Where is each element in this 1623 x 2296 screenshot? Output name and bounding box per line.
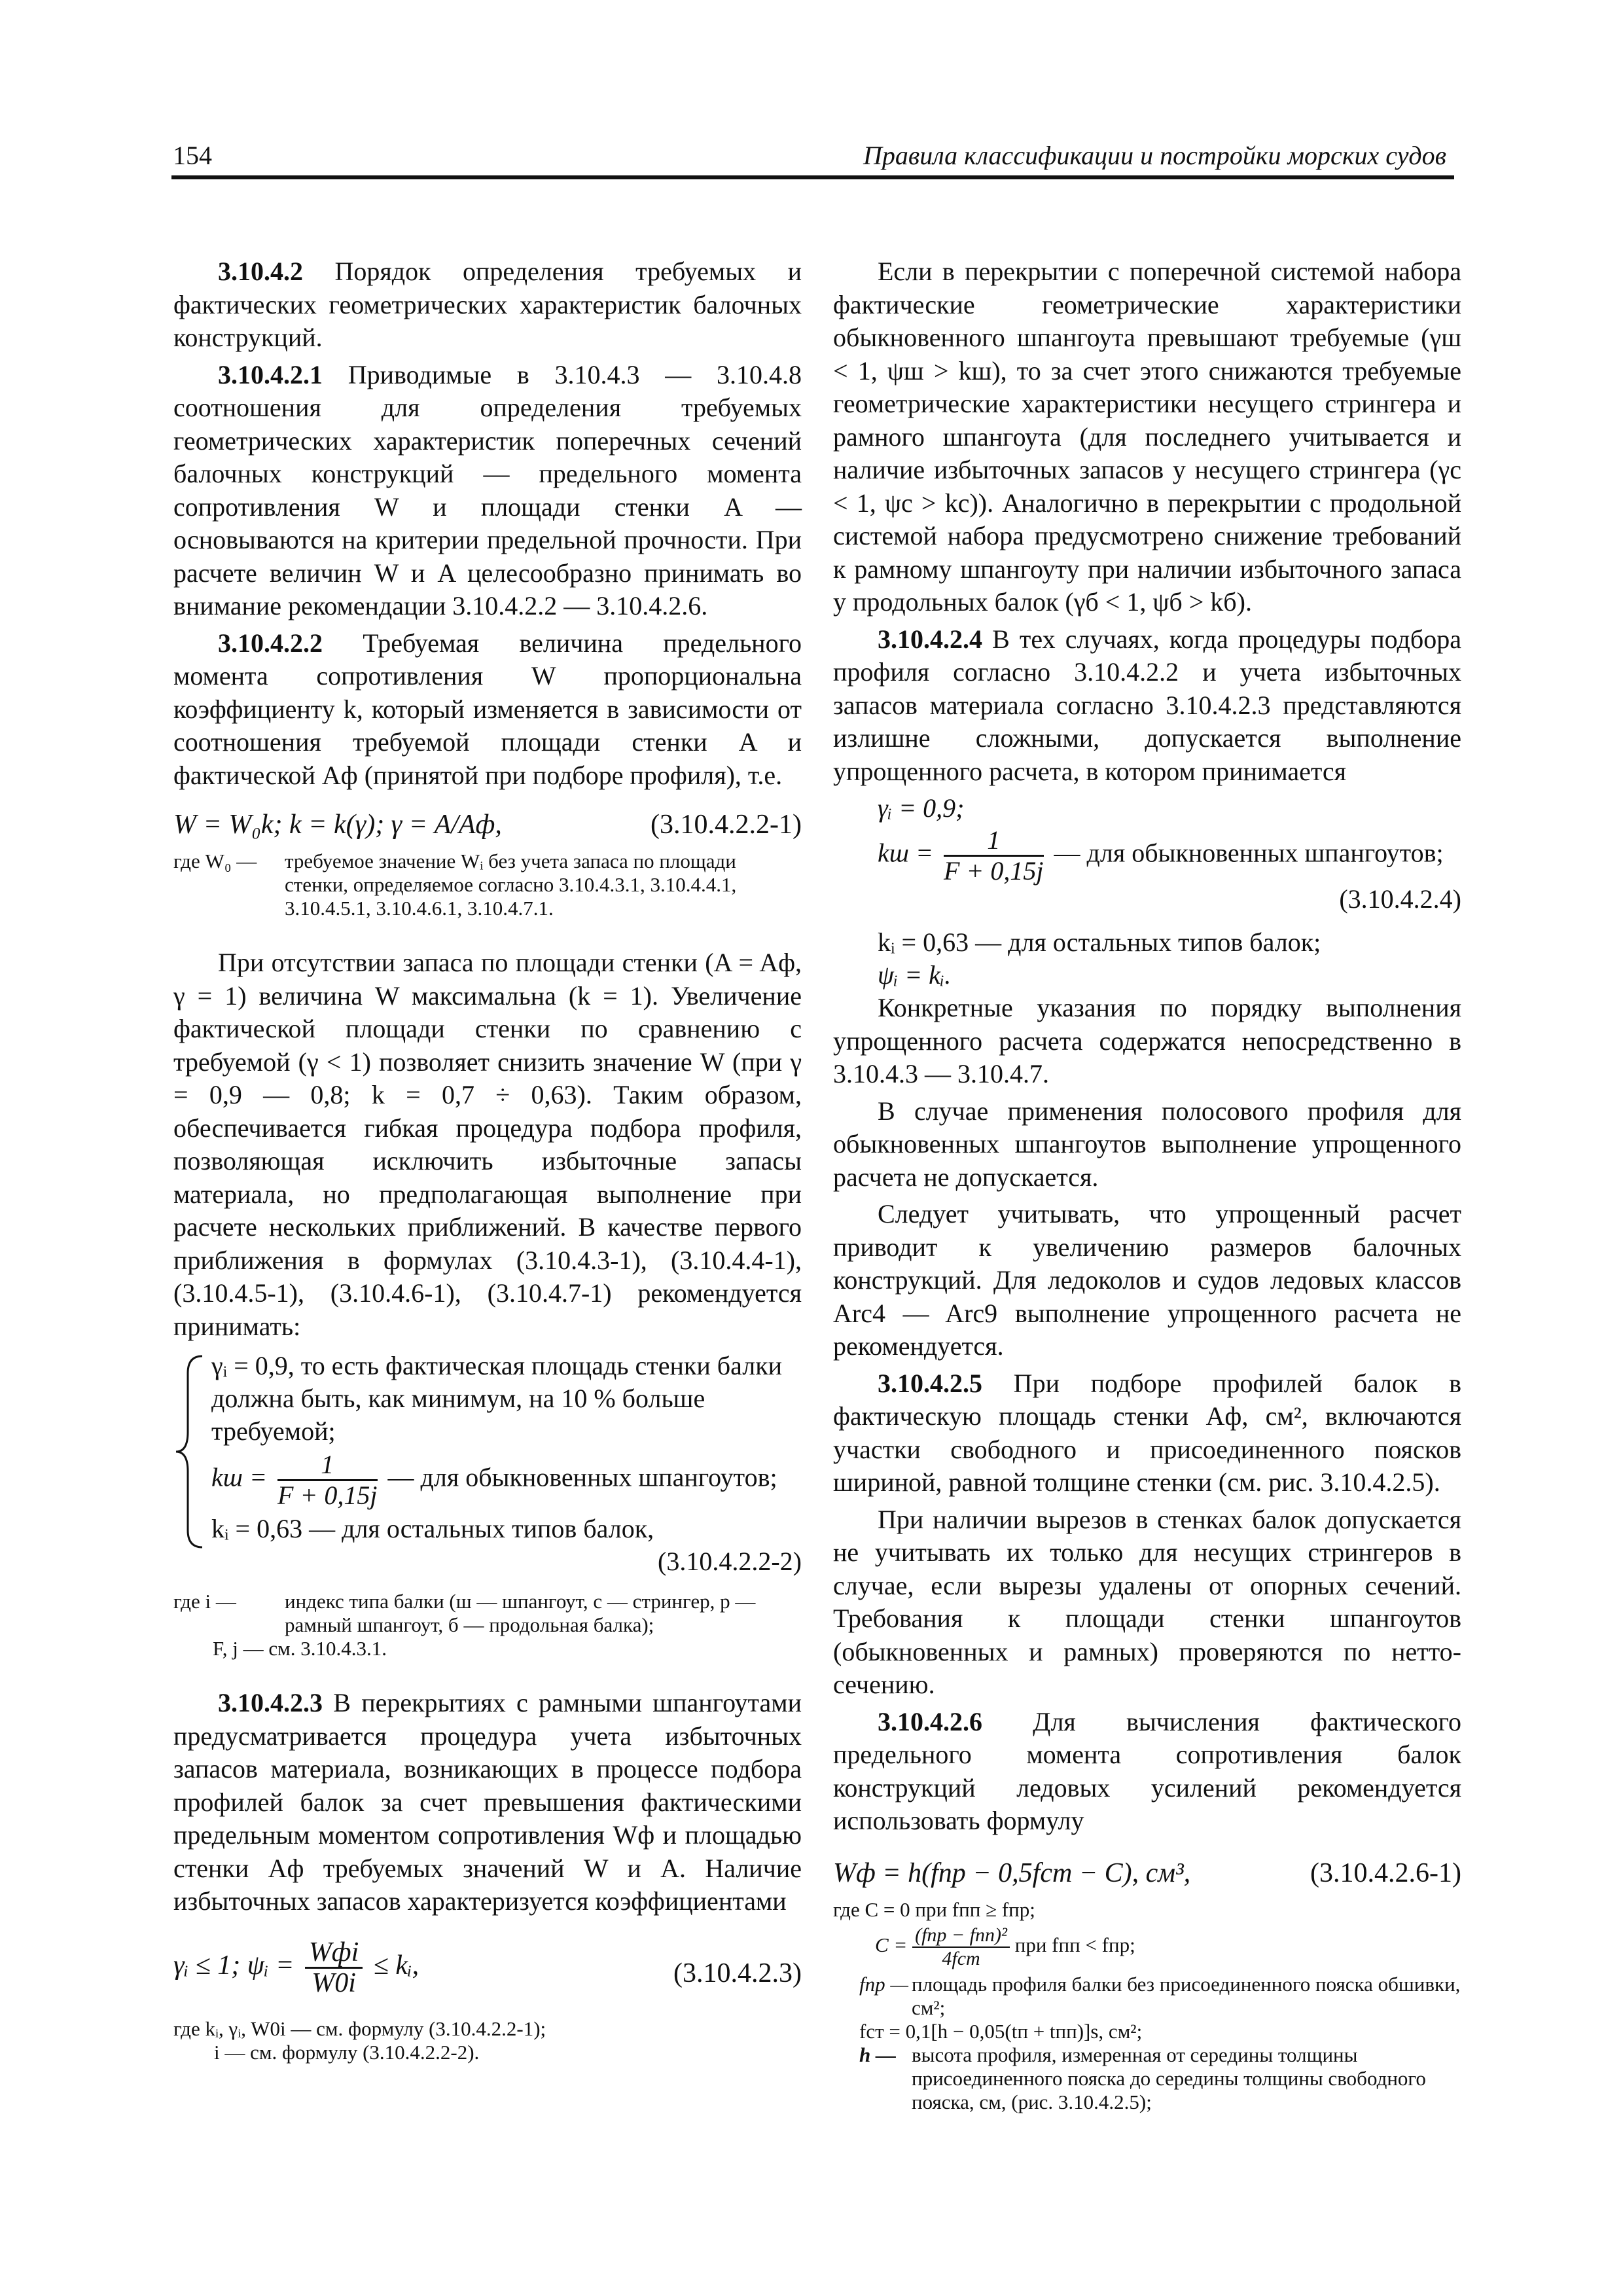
paragraph [833,992,1461,1091]
fraction-denominator: 4fст [942,1947,980,1969]
section-number: 3.10.4.2.2 [218,628,323,658]
brace-line: γᵢ = 0,9, то есть фактическая площадь стенки балки должна быть, как минимум, на 10 % больше требуемой; [211,1351,783,1446]
left-column [173,255,802,2090]
note-line: где C = 0 при fпп ≥ fпр; [833,1897,1035,1921]
paragraph-text: Для вычисления фактического предельного момента сопротивления балок конструкций ледовых усилений рекомендуется использовать формулу [833,1706,1461,1835]
paragraph-text: Приводимые в 3.10.4.3 — 3.10.4.8 соотношения для определения требуемых геометрических характеристик поперечных сечений балочных конструкций — предельного момента сопротивления W и площади стенки A — основываются на критерии предельной прочности. При расчете величин W и A целесообразно принимать во внимание рекомендации 3.10.4.2.2 — 3.10.4.2.6. [173,359,802,620]
paragraph-text: Конкретные указания по порядку выполнения упрощенного расчета содержатся непосредственно в 3.10.4.3 — 3.10.4.7. [833,993,1461,1088]
fraction [277,1450,378,1510]
paragraph-text: Если в перекрытии с поперечной системой набора фактические геометрические характеристики обыкновенного шпангоута превышают требуемые (γш < 1, ψш > kш), то за счет этого снижаются требуемые геометрические характеристики несущего стрингера и рамного шпангоута (для последнего учитывается и наличие избыточных запасов у несущего стрингера (γс < 1, ψс > kс)). Аналогично в перекрытии с продольной системой набора предусмотрено снижение требований к рамному шпангоуту при наличии избыточного запаса у продольных балок (γб < 1, ψб > kб). [833,257,1461,617]
note-line: fст = 0,1[h − 0,05(tп + tпп)]s, см²; [859,2019,1143,2043]
note-value: требуемое значение Wᵢ без учета запаса по площади стенки, определяемое согласно 3.10.4.3.1, 3.10.4.4.1, 3.10.4.5.1, 3.10.4.6.1, 3.10.4.7.1. [285,850,737,920]
paragraph [833,1706,1461,1838]
paragraph-text: В случае применения полосового профиля для обыкновенных шпангоутов выполнение упрощенного расчета не допускается. [833,1096,1461,1192]
formula-number: (3.10.4.2.3) [673,1958,802,1988]
formula-number: (3.10.4.2.2-2) [658,1547,802,1576]
paragraph-text: При наличии вырезов в стенках балок допускается не учитывать их только для несущих стрингеров в случае, если вырезы удалены от опорных сечений. Требования к площади стенки шпангоутов (обыкновенных и рамных) проверяются по нетто-сечению. [833,1504,1461,1699]
paragraph [833,1503,1461,1702]
fraction [305,1938,363,1998]
brace-formula-group [173,1350,802,1578]
formula-lhs: kш = [878,838,933,868]
formula-text: Wф = h(fпр − 0,5fст − C), см³, [833,1857,1191,1888]
fraction-denominator: F + 0,15j [943,856,1044,886]
formula-line [878,826,1461,886]
formula-text: W = W₀k; k = k(γ); γ = A/Aф, [173,810,502,840]
formula-note [173,1590,802,1660]
paragraph [833,1095,1461,1194]
note-line: F, j — см. 3.10.4.3.1. [213,1637,387,1660]
paragraph [173,946,802,1343]
section-number: 3.10.4.2.6 [878,1706,982,1736]
fraction-numerator: 1 [944,826,1044,857]
formula-lhs: γᵢ ≤ 1; ψᵢ = [173,1950,294,1981]
paragraph-text: Следует учитывать, что упрощенный расчет приводит к увеличению размеров балочных конструкций. Для ледоколов и судов ледовых классов Arc4 — Arc9 выполнение упрощенного расчета не рекомендуется. [833,1199,1461,1361]
formula-note [173,850,802,920]
paragraph [173,1687,802,1918]
fraction [944,826,1044,886]
formula-rhs: — для обыкновенных шпангоутов; [1054,838,1444,868]
formula-number: (3.10.4.2.4) [1339,884,1461,914]
paragraph [173,255,802,355]
brace-icon [173,1354,206,1550]
fraction [912,1924,1010,1970]
simplified-formulas [833,792,1461,992]
note-key: fпр — [859,1972,908,1996]
note-value: площадь профиля балки без присоединенного пояска обшивки, см²; [912,1972,1461,2019]
section-number: 3.10.4.2.3 [218,1688,323,1717]
section-number: 3.10.4.2 [218,257,303,286]
running-title: Правила классификации и постройки морских судов [863,141,1446,170]
fraction-numerator: (fпр − fпп)² [912,1924,1010,1948]
formula-rhs: при fпп < fпр; [1014,1933,1135,1956]
note-value: высота профиля, измеренная от середины толщины присоединенного пояска до середины толщины свободного пояска, см, (рис. 3.10.4.2.5); [912,2043,1426,2113]
fraction-numerator: Wфi [305,1938,363,1969]
formula-line: kᵢ = 0,63 — для остальных типов балок; [878,927,1321,957]
paragraph-text: В тех случаях, когда процедуры подбора профиля согласно 3.10.4.2.2 и учета избыточных запасов материала согласно 3.10.4.2.3 представляются излишне сложными, допускается выполнение упрощенного расчета, в котором принимается [833,624,1461,786]
fraction-denominator: W0i [312,1967,356,1998]
note-line [833,1924,1461,1970]
formula-lhs: C = [875,1933,908,1956]
paragraph-text: При подборе профилей балок в фактическую площадь стенки Aф, см², включаются участки свободного и присоединенного поясков шириной, равной толщине стенки (см. рис. 3.10.4.2.5). [833,1368,1461,1497]
note-line: где kᵢ, γᵢ, W0i — см. формулу (3.10.4.2.2-1); [173,2017,546,2040]
paragraph [833,255,1461,619]
paragraph [173,359,802,623]
brace-line: kᵢ = 0,63 — для остальных типов балок, [211,1514,654,1543]
page-number: 154 [173,141,212,170]
paragraph [173,627,802,793]
note-key: где W₀ — [173,850,257,872]
section-number: 3.10.4.2.1 [218,359,323,389]
formula-note [173,2017,802,2064]
fraction-numerator: 1 [277,1450,378,1481]
formula [833,1855,1461,1892]
brace-line [211,1450,802,1510]
formula-line: ψᵢ = kᵢ. [878,960,952,990]
formula-number: (3.10.4.2.6-1) [1310,1857,1461,1888]
note-line: i — см. формулу (3.10.4.2.2-2). [214,2040,480,2064]
paragraph-text: При отсутствии запаса по площади стенки (A = Aф, γ = 1) величина W максимальна (k = 1). Увеличение фактической площади стенки по сравнению с требуемой (γ < 1) позволяет снизить значение W (при γ = 0,9 — 0,8; k = 0,7 ÷ 0,63). Таким образом, обеспечивается гибкая процедура подбора профиля, позволяющая исключить избыточные запасы материала, но предполагающая выполнение при расчете нескольких приближений. В качестве первого приближения в формулах (3.10.4.3-1), (3.10.4.4-1), (3.10.4.5-1), (3.10.4.6-1), (3.10.4.7-1) рекомендуется принимать: [173,948,802,1341]
paragraph-text: Порядок определения требуемых и фактических геометрических характеристик балочных конструкций. [173,257,802,352]
formula-number: (3.10.4.2.2-1) [651,810,802,840]
formula-note [833,1898,1461,2114]
section-number: 3.10.4.2.5 [878,1368,982,1398]
note-value: индекс типа балки (ш — шпангоут, с — стрингер, р — рамный шпангоут, б — продольная балка); [285,1590,756,1636]
formula-line: γᵢ = 0,9; [878,793,965,823]
paragraph [833,1198,1461,1363]
paragraph [833,1367,1461,1499]
header-rule [171,175,1454,179]
section-number: 3.10.4.2.4 [878,624,982,654]
formula-lhs: kш = [211,1462,267,1492]
paragraph-text: Требуемая величина предельного момента сопротивления W пропорциональна коэффициенту k, который изменяется в зависимости от соотношения требуемой площади стенки A и фактической Aф (принятой при подборе профиля), т.е. [173,628,802,790]
note-key: где i — [173,1590,236,1613]
right-column [833,255,1461,2140]
formula [173,806,802,843]
formula-rhs: — для обыкновенных шпангоутов; [387,1462,777,1492]
formula-rhs: ≤ kᵢ, [373,1950,419,1981]
note-key: h — [859,2043,896,2066]
paragraph-text: В перекрытиях с рамными шпангоутами предусматривается процедура учета избыточных запасов материала, возникающих в процессе подбора профилей балок за счет превышения фактическими предельным моментом сопротивления Wф и площадью стенки Aф требуемых значений W и A. Наличие избыточных запасов характеризуется коэффициентами [173,1688,802,1916]
fraction-denominator: F + 0,15j [277,1480,378,1510]
formula [173,1938,802,1998]
paragraph [833,623,1461,789]
